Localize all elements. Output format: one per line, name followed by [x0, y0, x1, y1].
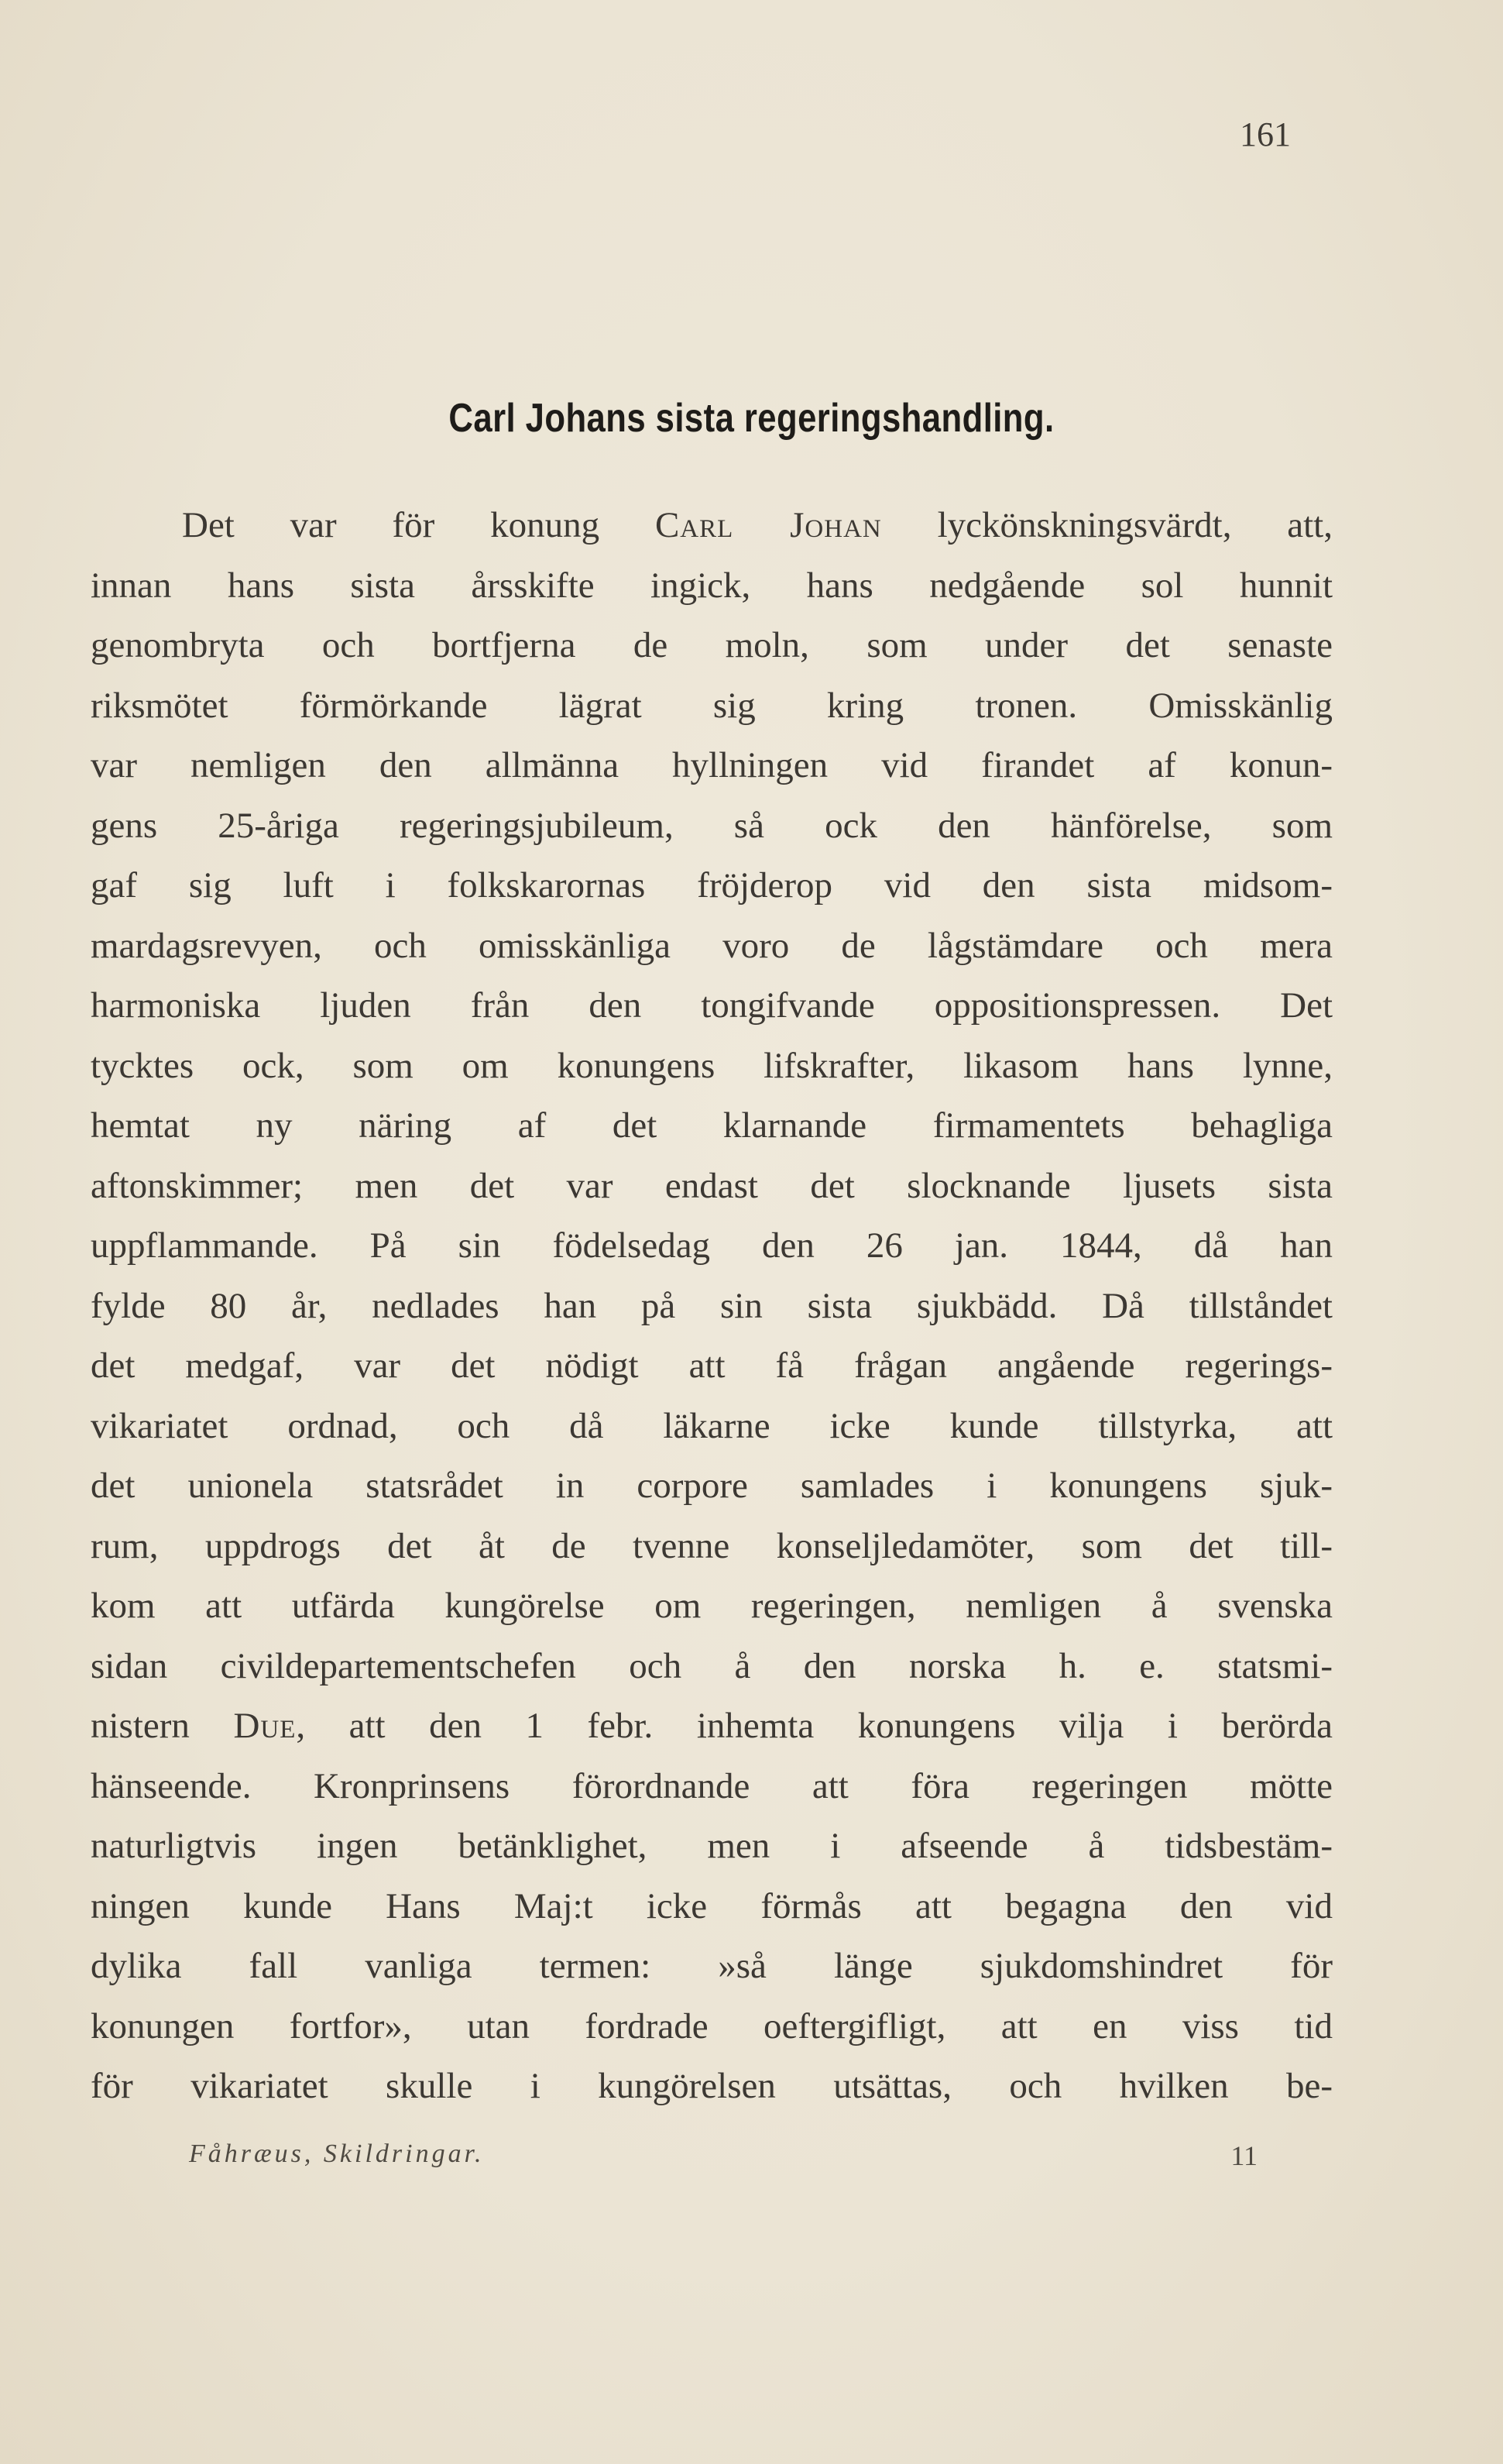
text-segment: aftonskimmer; men det var endast det slocknande ljusets sista: [91, 1165, 1333, 1206]
text-segment: gaf sig luft i folkskarornas fröjderop vid den sista midsom-: [91, 865, 1333, 906]
text-line: [91, 1156, 1333, 1217]
text-line: [91, 916, 1333, 977]
text-line: [91, 1997, 1333, 2057]
page-footer: [189, 2139, 1258, 2186]
text-segment: lyckönskningsvärdt, att,: [881, 505, 1333, 545]
text-segment: kom att utfärda kungörelse om regeringen, nemligen å svenska: [91, 1586, 1333, 1626]
text-segment: naturligtvis ingen betänklighet, men i afseende å tidsbestäm-: [91, 1826, 1333, 1866]
text-segment: tycktes ock, som om konungens lifskrafter, likasom hans lynne,: [91, 1045, 1333, 1086]
page-number: 161: [1240, 115, 1291, 153]
text-segment: nistern: [91, 1706, 234, 1746]
text-segment: rum, uppdrogs det åt de tvenne konseljledamöter, som det till-: [91, 1525, 1333, 1566]
text-line: [91, 2057, 1333, 2117]
footer-signature: Fåhræus, Skildringar.: [189, 2139, 485, 2168]
text-line: [91, 856, 1333, 916]
text-segment: gens 25-åriga regeringsjubileum, så ock den hänförelse, som: [91, 805, 1333, 846]
text-line: [91, 1877, 1333, 1937]
text-segment: sidan civildepartementschefen och å den norska h. e. statsmi-: [91, 1645, 1333, 1686]
text-line: [91, 1096, 1333, 1156]
text-line: [91, 1397, 1333, 1457]
text-line: [91, 1277, 1333, 1337]
text-segment: var nemligen den allmänna hyllningen vid firandet af konun-: [91, 745, 1333, 785]
text-line: [91, 796, 1333, 857]
text-segment: , att den 1 febr. inhemta konungens vilja i berörda: [296, 1706, 1333, 1746]
chapter-heading: Carl Johans sista regeringshandling.: [448, 396, 1055, 441]
small-caps-name: Carl Johan: [654, 505, 882, 545]
text-line: [91, 616, 1333, 676]
text-segment: genombryta och bortfjerna de moln, som under det senaste: [91, 625, 1333, 665]
body-text: [91, 496, 1333, 2117]
text-segment: innan hans sista årsskifte ingick, hans nedgående sol hunnit: [91, 565, 1333, 606]
text-line: [91, 1336, 1333, 1397]
text-segment: Det var för konung: [182, 505, 655, 545]
text-line: [91, 1757, 1333, 1817]
text-line: [91, 1936, 1333, 1997]
text-segment: hemtat ny näring af det klarnande firmamentets behagliga: [91, 1105, 1333, 1146]
text-line: [91, 1216, 1333, 1277]
text-line: [91, 556, 1333, 617]
text-line: [91, 1637, 1333, 1697]
small-caps-name: Due: [233, 1706, 297, 1746]
text-line: [91, 1456, 1333, 1517]
text-segment: fylde 80 år, nedlades han på sin sista sjukbädd. Då tillståndet: [91, 1285, 1333, 1326]
text-line: [91, 1816, 1333, 1877]
footer-sheet-number: 11: [1230, 2140, 1258, 2171]
text-segment: vikariatet ordnad, och då läkarne icke kunde tillstyrka, att: [91, 1405, 1333, 1446]
text-segment: det medgaf, var det nödigt att få frågan angående regerings-: [91, 1345, 1333, 1386]
text-segment: hänseende. Kronprinsens förordnande att föra regeringen mötte: [91, 1765, 1333, 1806]
text-line: [91, 976, 1333, 1036]
text-segment: ningen kunde Hans Maj:t icke förmås att begagna den vid: [91, 1885, 1333, 1926]
text-line: [91, 676, 1333, 737]
text-line: [91, 496, 1333, 556]
text-segment: för vikariatet skulle i kungörelsen utsättas, och hvilken be-: [91, 2066, 1333, 2106]
text-line: [91, 1036, 1333, 1097]
text-segment: harmoniska ljuden från den tongifvande oppositionspressen. Det: [91, 985, 1333, 1026]
text-line: [91, 1576, 1333, 1637]
text-segment: det unionela statsrådet in corpore samlades i konungens sjuk-: [91, 1466, 1333, 1506]
text-segment: konungen fortfor», utan fordrade oeftergifligt, att en viss tid: [91, 2005, 1333, 2046]
text-line: [91, 1696, 1333, 1757]
text-segment: riksmötet förmörkande lägrat sig kring tronen. Omisskänlig: [91, 685, 1333, 726]
text-line: [91, 1517, 1333, 1577]
text-line: [91, 736, 1333, 796]
text-segment: mardagsrevyen, och omisskänliga voro de lågstämdare och mera: [91, 925, 1333, 966]
text-segment: uppflammande. På sin födelsedag den 26 jan. 1844, då han: [91, 1225, 1333, 1266]
text-segment: dylika fall vanliga termen: »så länge sjukdomshindret för: [91, 1946, 1333, 1986]
